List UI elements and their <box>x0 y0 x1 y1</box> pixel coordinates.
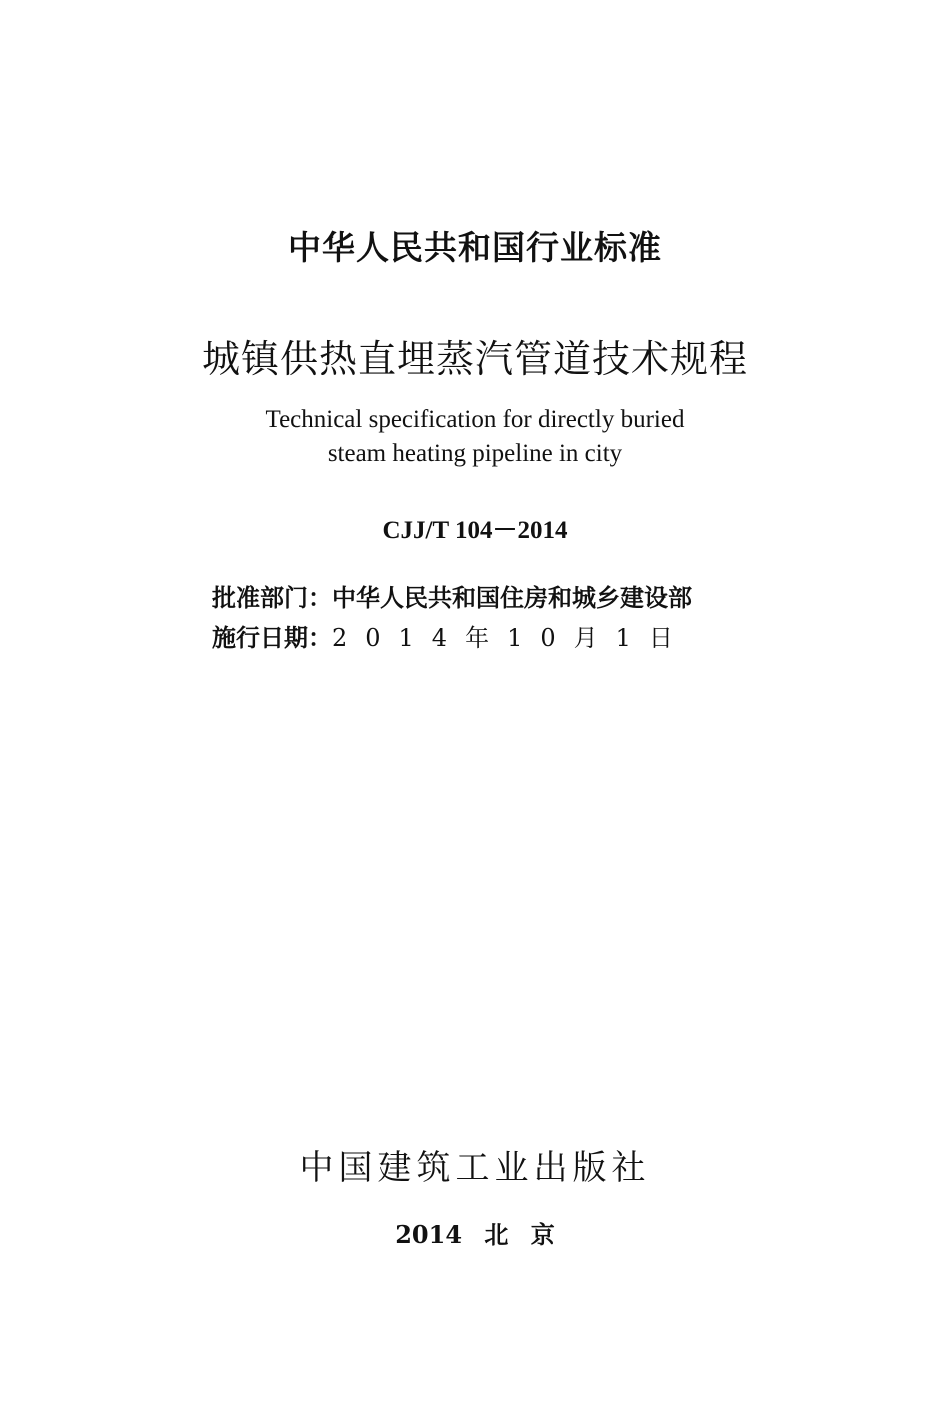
standard-code: CJJ/T 104－2014 <box>382 517 568 544</box>
approval-department-row <box>212 578 772 613</box>
approval-department-value: 中华人民共和国住房和城乡建设部 <box>332 584 692 612</box>
document-title-english-line-1: Technical specification for directly buried <box>265 406 685 433</box>
document-title-chinese: 城镇供热直埋蒸汽管道技术规程 <box>201 337 748 381</box>
document-title-english-line-2: steam heating pipeline in city <box>327 440 623 467</box>
standard-category-heading: 中华人民共和国行业标准 <box>288 228 662 267</box>
effective-date-row <box>212 618 772 653</box>
approval-department-label: 批准部门： <box>212 584 332 612</box>
effective-date-label: 施行日期： <box>212 624 332 652</box>
publisher-name: 中国建筑工业出版社 <box>299 1148 651 1188</box>
publication-year-place: 2014 北 京 <box>395 1220 555 1249</box>
effective-date-value: 2014年10月1日 <box>332 624 691 652</box>
